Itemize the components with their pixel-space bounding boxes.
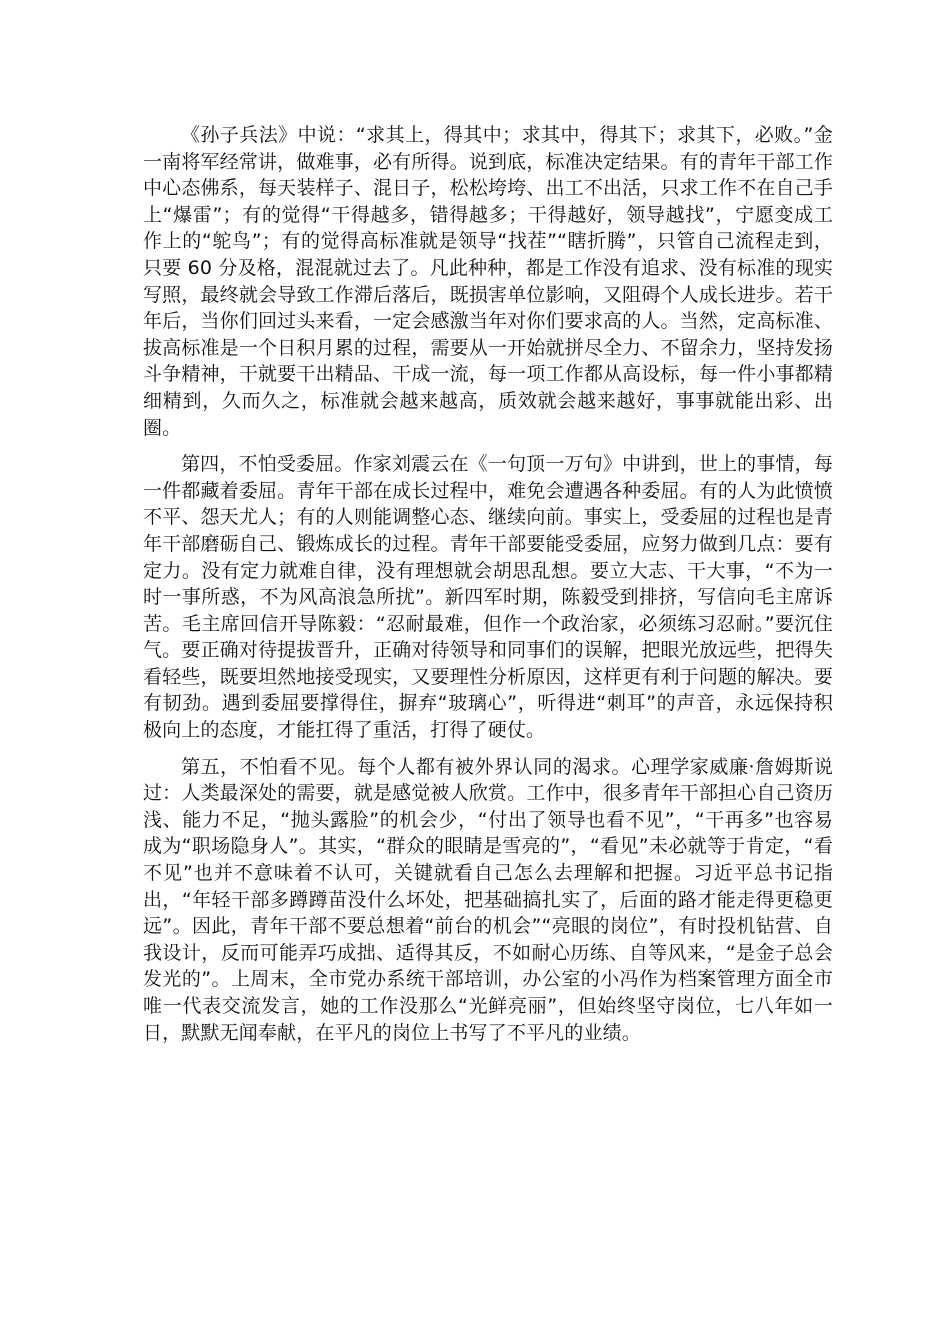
paragraph-grievance: 第四，不怕受委屈。作家刘震云在《一句顶一万句》中讲到，世上的事情，每一件都藏着委屈。青年干部在成长过程中，难免会遭遇各种委屈。有的人为此愤愤不平、怨天尤人；有的人则能调整心态、继续向前。事实上，受委屈的过程也是青年干部磨砺自己、锻炼成长的过程。青年干部要能受委屈，应努力做到几点：要有定力。没有定力就难自律，没有理想就会胡思乱想。要立大志、干大事，“不为一时一事所惑，不为风高浪急所扰”。新四军时期，陈毅受到排挤，写信向毛主席诉苦。毛主席回信开导陈毅：“忍耐最难，但作一个政治家，必须练习忍耐。”要沉住气。要正确对待提拔晋升，正确对待领导和同事们的误解，把眼光放远些，把得失看轻些，既要坦然地接受现实，又要理性分析原因，这样更有利于问题的解决。要有韧劲。遇到委屈要撑得住，摒弃“玻璃心”，听得进“刺耳”的声音，永远保持积极向上的态度，才能扛得了重活，打得了硬仗。 [143,453,833,742]
paragraph-unseen: 第五，不怕看不见。每个人都有被外界认同的渴求。心理学家威廉·詹姆斯说过：人类最深处的需要，就是感觉被人欣赏。工作中，很多青年干部担心自己资历浅、能力不足，“抛头露脸”的机会少，“付出了领导也看不见”，“干再多”也容易成为“职场隐身人”。其实，“群众的眼睛是雪亮的”，“看见”未必就等于肯定，“看不见”也并不意味着不认可，关键就看自己怎么去理解和把握。习近平总书记指出，“年轻干部多蹲蹲苗没什么坏处，把基础搞扎实了，后面的路才能走得更稳更远”。因此，青年干部不要总想着“前台的机会”“亮眼的岗位”，有时投机钻营、自我设计，反而可能弄巧成拙、适得其反，不如耐心历练、自等风来，“是金子总会发光的”。上周末，全市党办系统干部培训，办公室的小冯作为档案管理方面全市唯一代表交流发言，她的工作没那么“光鲜亮丽”，但始终坚守岗位，七八年如一日，默默无闻奉献，在平凡的岗位上书写了不平凡的业绩。 [143,755,833,1044]
document-body [143,122,833,1056]
paragraph-standards: 《孙子兵法》中说：“求其上，得其中；求其中，得其下；求其下，必败。”金一南将军经常讲，做难事，必有所得。说到底，标准决定结果。有的青年干部工作中心态佛系，每天装样子、混日子，松松垮垮、出工不出活，只求工作不在自己手上“爆雷”；有的觉得“干得越多，错得越多；干得越好，领导越找”，宁愿变成工作上的“鸵鸟”；有的觉得高标准就是领导“找茬”“瞎折腾”，只管自己流程走到，只要 60 分及格，混混就过去了。凡此种种，都是工作没有追求、没有标准的现实写照，最终就会导致工作滞后落后，既损害单位影响，又阻碍个人成长进步。若干年后，当你们回过头来看，一定会感激当年对你们要求高的人。当然，定高标准、拔高标准是一个日积月累的过程，需要从一开始就拼尽全力、不留余力，坚持发扬斗争精神，干就要干出精品、干成一流，每一项工作都从高设标，每一件小事都精细精到，久而久之，标准就会越来越高，质效就会越来越好，事事就能出彩、出圈。 [143,124,833,439]
